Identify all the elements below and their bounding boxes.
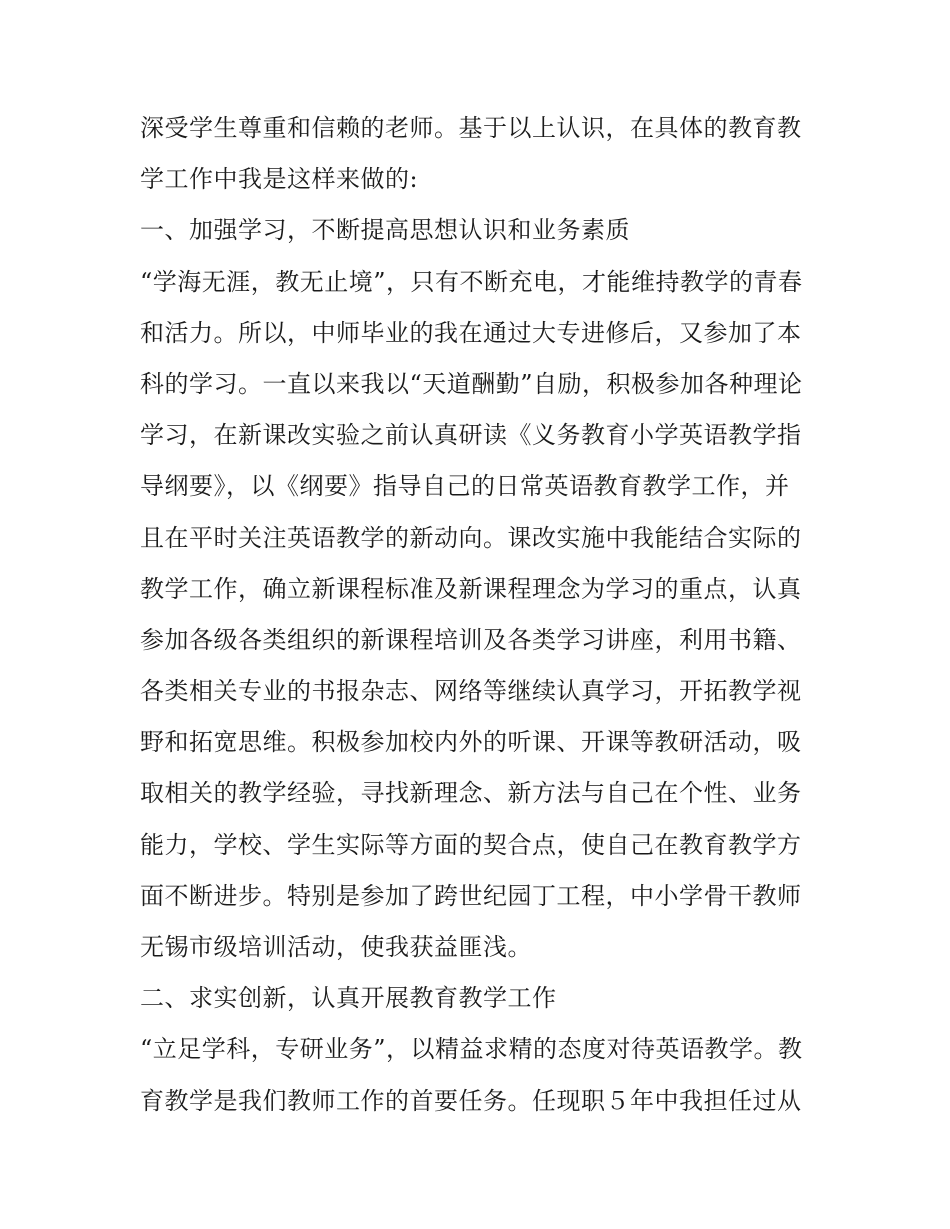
text-line: 参加各级各类组织的新课程培训及各类学习讲座，利用书籍、 [140,625,802,654]
text-line: 教学工作，确立新课程标准及新课程理念为学习的重点，认真 [140,574,802,603]
text-line: “学海无涯，教无止境”，只有不断充电，才能维持教学的青春 [140,267,803,296]
text-line: 导纲要》，以《纲要》指导自己的日常英语教育教学工作，并 [140,472,790,501]
text-line: 学习，在新课改实验之前认真研读《义务教育小学英语教学指 [140,421,802,450]
text-line: “立足学科，专研业务”，以精益求精的态度对待英语教学。教 [140,1035,803,1064]
text-line: 和活力。所以，中师毕业的我在通过大专进修后，又参加了本 [140,318,802,347]
text-line: 育教学是我们教师工作的首要任务。任现职５年中我担任过从 [140,1086,802,1115]
text-line: 面不断进步。特别是参加了跨世纪园丁工程，中小学骨干教师 [140,881,802,910]
text-line: 取相关的教学经验，寻找新理念、新方法与自己在个性、业务 [140,779,802,808]
section-heading: 二、求实创新，认真开展教育教学工作 [140,984,557,1013]
text-line: 且在平时关注英语教学的新动向。课改实施中我能结合实际的 [140,523,802,552]
text-line: 深受学生尊重和信赖的老师。基于以上认识，在具体的教育教 [140,114,802,142]
section-heading: 一、加强学习，不断提高思想认识和业务素质 [140,216,630,245]
text-line: 科的学习。一直以来我以“天道酬勤”自励，积极参加各种理论 [140,369,803,398]
text-line: 学工作中我是这样来做的: [140,165,419,194]
text-line: 野和拓宽思维。积极参加校内外的听课、开课等教研活动，吸 [140,728,802,757]
text-line: 能力，学校、学生实际等方面的契合点，使自己在教育教学方 [140,830,802,859]
body-text [140,103,820,1127]
text-line: 各类相关专业的书报杂志、网络等继续认真学习，开拓教学视 [140,677,802,706]
text-line: 无锡市级培训活动，使我获益匪浅。 [140,933,532,961]
